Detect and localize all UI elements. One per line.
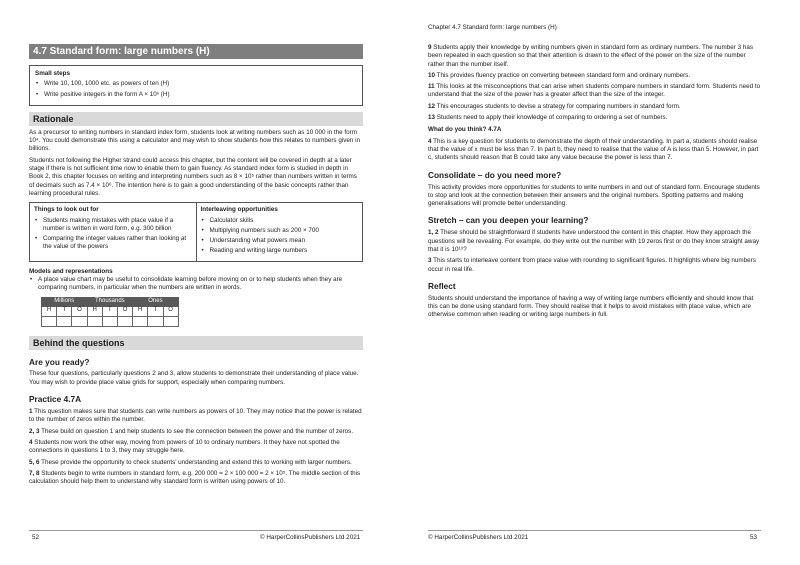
item-number: 4: [29, 438, 33, 446]
item-text: This is a key question for students to demonstrate the depth of their understanding. In part a, students should realise that the value of x must be less than 7. In part b, they need to realise that the value of A is less than 5. However, in part c, students should reason that B could take any value because the power is less than 7.: [428, 137, 759, 162]
page-number-left: 52: [32, 534, 40, 541]
pv-cell: [57, 316, 72, 326]
item-number: 7, 8: [29, 469, 40, 477]
practice-title: Practice 4.7A: [29, 394, 82, 405]
small-steps-title: Small steps: [35, 70, 70, 77]
item-text: Students need to apply their knowledge of comparing to ordering a set of numbers.: [436, 114, 668, 122]
wdyt-item: [428, 138, 761, 163]
interleaving-column: [196, 203, 363, 260]
item-text: This looks at the misconceptions that can arise when students compare numbers in standard form. Students need to understand that the size of the power has a greater affect than the size of the integer.: [428, 83, 761, 99]
interleaving-item: • Calculator skills: [201, 217, 359, 225]
item-number: 1, 2: [428, 229, 439, 237]
interleaving-item: • Understanding what powers mean: [201, 237, 359, 245]
item-number: 4: [428, 137, 432, 145]
rationale-paragraph: As a precursor to writing numbers in standard index form, students look at writing numbers such as 10 000 in the form 10⁴. You could demonstrate this using a calculator and may wish to show students how this relates to numbers given in billions.: [29, 128, 361, 153]
item-text: These provide the opportunity to check students' understanding and extend this to working with larger numbers.: [41, 458, 352, 466]
models-item: • A place value chart may be useful to consolidate learning before moving on or to help students when they are comparing numbers, in particular when the numbers are written in words.: [29, 276, 363, 293]
item-text: Students begin to write numbers in standard form, e.g. 200 000 = 2 × 100 000 = 2 × 10⁵. The middle section of this calculation should help them to understand why standard form is written using powers of 10.: [29, 469, 361, 486]
lookout-column: [30, 203, 196, 260]
item-text: This question makes sure that students can write numbers as powers of 10. They may notice that the power is related to the number of zeros within the number.: [29, 408, 362, 424]
pv-col: H: [133, 306, 148, 316]
practice-item: [428, 114, 761, 122]
are-you-ready-text: These four questions, particularly questions 2 and 3, allow students to demonstrate their understanding of place value. You may wish to provide place value grids for support, especially when comparing numbers.: [29, 370, 359, 386]
item-number: 2, 3: [29, 427, 40, 435]
rationale-paragraph: Students not following the Higher strand could access this chapter, but the content will be covered in depth at a later stage if there is not sufficient time now to enable them to gain fluency. As standard index form is studied in depth in Book 2, this chapter focuses on writing and interpreting numbers such as 8 × 10⁵ rather than numbers written in terms of decimals such as 7.4 × 10⁶. The intention here is to gain a good understanding of the basic concepts rather than learning procedural rules.: [29, 156, 357, 197]
practice-item: [29, 408, 363, 425]
pv-col: T: [102, 306, 117, 316]
section-title: 4.7 Standard form: large numbers (H): [29, 44, 363, 59]
item-number: 13: [428, 114, 436, 122]
lookout-title: Things to look out for: [34, 206, 99, 214]
item-text: This encourages students to devise a strategy for comparing numbers in standard form.: [436, 102, 681, 110]
small-step-item: • Write 10, 100, 1000 etc. as powers of ten (H): [35, 80, 357, 88]
pv-col: T: [57, 306, 72, 316]
pv-cell: [117, 316, 132, 326]
pv-col: H: [87, 306, 102, 316]
stretch-title: Stretch – can you deepen your learning?: [428, 215, 589, 226]
rationale-heading: Rationale: [29, 112, 363, 126]
pv-cell: [148, 316, 163, 326]
item-text: These build on question 1 and help students to see the connection between the power and the number of zeros.: [41, 427, 354, 435]
interleaving-item: • Reading and writing large numbers: [201, 247, 359, 255]
pv-cell: [102, 316, 117, 326]
pv-col: O: [72, 306, 87, 316]
item-number: 9: [428, 44, 432, 51]
pv-col: O: [117, 306, 132, 316]
item-number: 3: [428, 257, 432, 265]
pv-col: O: [163, 306, 178, 316]
behind-heading: Behind the questions: [29, 336, 363, 350]
item-text: This starts to interleave content from place value with rounding to significant figures. It highlights where big numbers occur in real life.: [428, 257, 756, 273]
place-value-chart: [41, 297, 179, 327]
left-page: [29, 44, 363, 486]
small-steps-box: [29, 65, 363, 106]
stretch-item: [428, 229, 761, 254]
pv-group-millions: Millions: [42, 297, 88, 306]
pv-cell: [72, 316, 87, 326]
practice-item: [428, 83, 761, 100]
practice-item: [29, 439, 363, 456]
consolidate-text: This activity provides more opportunities for students to write numbers in and out of standard form. Encourage students to stop and look at the connection between their answers and the original numbers. Spotting patterns and making generalisations will promote better understanding.: [428, 183, 760, 208]
footer-rule: [428, 530, 761, 531]
practice-item: [428, 103, 761, 111]
practice-item: [428, 72, 761, 80]
are-you-ready-title: Are you ready?: [29, 356, 90, 367]
pv-group-ones: Ones: [133, 297, 179, 306]
practice-item: [29, 470, 363, 487]
copyright-right: © HarperCollinsPublishers Ltd 2021: [428, 534, 529, 541]
pv-cell: [133, 316, 148, 326]
reflect-title: Reflect: [428, 280, 456, 291]
page-number-right: 53: [750, 534, 758, 541]
wdyt-title: What do you think? 4.7A: [428, 126, 502, 134]
stretch-item: [428, 257, 761, 274]
reflect-text: Students should understand the importance of having a way of writing large numbers efficiently and should know that this can be done using standard form. They should realise that it helps to avoid mistakes with place value, which are otherwise common when reading or writing large numbers in full.: [428, 294, 754, 319]
item-text: Students now work the other way, moving from powers of 10 to ordinary numbers. It they have not spotted the connections in questions 1 to 3, they may struggle here.: [29, 438, 340, 455]
practice-item: [29, 459, 363, 467]
lookout-item: • Students making mistakes with place value if a number is written in word form, e.g. 300 billion: [34, 217, 192, 234]
pv-cell: [42, 316, 57, 326]
models-title: Models and representations: [29, 267, 113, 275]
footer-rule: [29, 530, 363, 531]
pv-group-thousands: Thousands: [87, 297, 133, 306]
chapter-header: Chapter 4.7 Standard form: large numbers (H): [428, 24, 557, 31]
pv-col: T: [148, 306, 163, 316]
item-number: 12: [428, 102, 436, 110]
interleaving-title: Interleaving opportunities: [200, 206, 278, 214]
right-page: [428, 44, 761, 320]
interleaving-item: • Multiplying numbers such as 200 × 700: [201, 227, 359, 235]
item-text: These should be straightforward if students have understood the content in this chapter. How they approach the questions will be revealing. For example, do they write out the number with 19 zeros first or do they know straight away that it is 10¹⁹?: [428, 229, 760, 253]
item-number: 11: [428, 83, 435, 91]
small-step-item: • Write positive integers in the form A × 10ⁿ (H): [35, 91, 357, 99]
item-number: 5, 6: [29, 458, 40, 466]
consolidate-title: Consolidate – do you need more?: [428, 169, 562, 180]
lookout-item: • Comparing the integer values rather than looking at the value of the powers: [34, 235, 192, 252]
lookout-interleaving-box: [29, 202, 363, 261]
item-text: This provides fluency practice on converting between standard form and ordinary numbers.: [436, 71, 691, 79]
practice-item: [428, 44, 761, 69]
pv-cell: [87, 316, 102, 326]
pv-cell: [163, 316, 178, 326]
practice-item: [29, 428, 363, 436]
item-number: 1: [29, 408, 33, 416]
item-text: Students apply their knowledge by writing numbers given in standard form as ordinary numbers. The number 3 has been repeated in each question so that their attention is drawn to the effect of the power on the size of the number rather than the number itself.: [428, 44, 754, 68]
pv-col: H: [42, 306, 57, 316]
copyright-left: © HarperCollinsPublishers Ltd 2021: [260, 534, 361, 541]
item-number: 10: [428, 71, 436, 79]
